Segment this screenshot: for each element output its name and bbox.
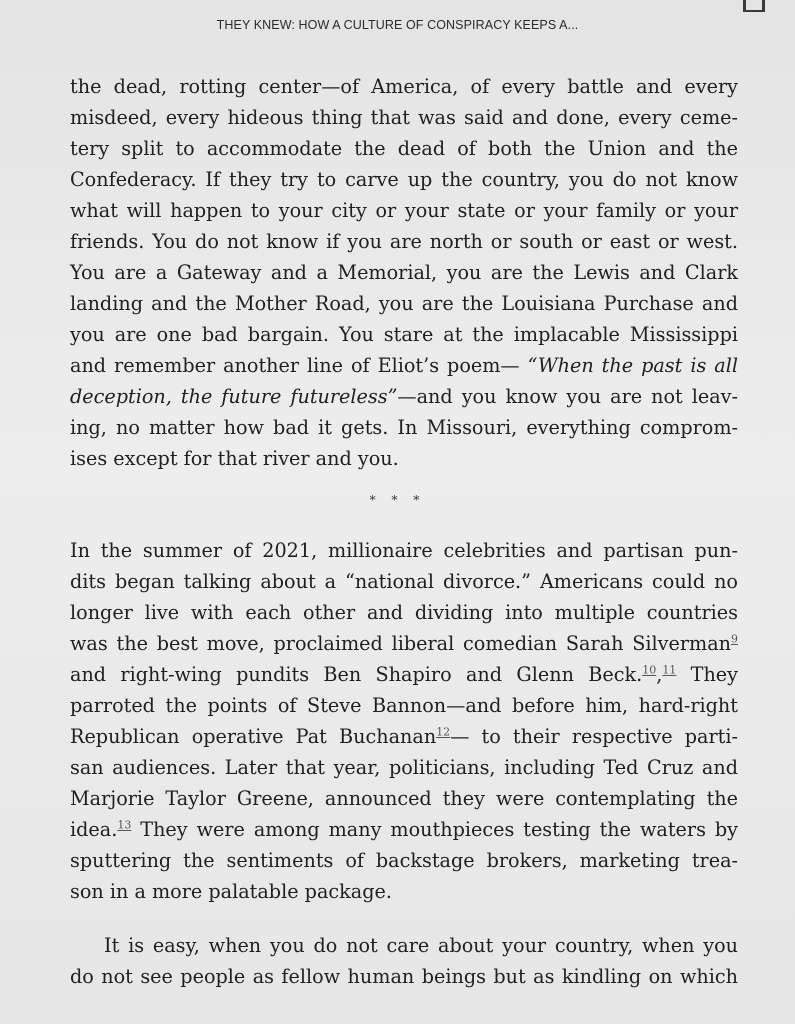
paragraph-2 [70, 535, 738, 907]
text-line: parroted the points of Steve Bannon—and before him, hard-right [70, 694, 738, 717]
text-line: san audiences. Later that year, politicians, including Ted Cruz and [70, 756, 738, 779]
footnote-link-9[interactable]: 9 [731, 632, 738, 646]
text-line: longer live with each other and dividing into multiple countries [70, 601, 738, 624]
text-run: idea. [70, 818, 118, 841]
text-run: was the best move, proclaimed liberal comedian Sarah Silverman [70, 632, 731, 655]
text-line: landing and the Mother Road, you are the Louisiana Purchase and [70, 292, 738, 315]
text-line: It is easy, when you do not care about your country, when you [104, 934, 738, 957]
text-line: you are one bad bargain. You stare at the implacable Mississippi [70, 323, 738, 346]
text-line: misdeed, every hideous thing that was said and done, every ceme- [70, 106, 738, 129]
footnote-link-11[interactable]: 11 [662, 663, 677, 677]
text-line: sputtering the sentiments of backstage brokers, marketing trea- [70, 849, 738, 872]
footnote-link-10[interactable]: 10 [642, 663, 657, 677]
paragraph-3 [70, 930, 738, 992]
text-line: In the summer of 2021, millionaire celebrities and partisan pun- [70, 539, 738, 562]
text-line: the dead, rotting center—of America, of every battle and every [70, 75, 738, 98]
footnote-link-13[interactable]: 13 [117, 818, 132, 832]
text-run: — to their respective parti- [450, 725, 738, 748]
comma: , [656, 663, 663, 686]
text-line: dits began talking about a “national divorce.” Americans could no [70, 570, 738, 593]
text-run: —and you know you are not leav- [397, 385, 738, 408]
running-header: THEY KNEW: HOW A CULTURE OF CONSPIRACY KEEPS A... [216, 18, 579, 32]
bookmark-icon[interactable] [743, 0, 765, 12]
text-run: They were among many mouthpieces testing the waters by [131, 818, 738, 841]
text-line [70, 381, 738, 412]
text-run: They [676, 663, 739, 686]
text-run: and right-wing pundits Ben Shapiro and Glenn Beck. [70, 663, 643, 686]
text-run: and remember another line of Eliot’s poem— [70, 354, 520, 377]
text-line: Marjorie Taylor Greene, announced they were contemplating the [70, 787, 738, 810]
text-line [70, 350, 738, 381]
text-line: Confederacy. If they try to carve up the country, you do not know [70, 168, 738, 191]
text-line [70, 659, 738, 690]
quote-italic: deception, the future futureless” [70, 385, 398, 408]
quote-italic: “When the past is all [527, 354, 738, 377]
text-line [70, 721, 738, 752]
text-line: ing, no matter how bad it gets. In Missouri, everything comprom- [70, 416, 738, 439]
text-line [70, 814, 738, 845]
text-line: ises except for that river and you. [70, 447, 399, 470]
text-line: do not see people as fellow human beings but as kindling on which [70, 965, 738, 988]
footnote-link-12[interactable]: 12 [436, 725, 451, 739]
text-line [70, 628, 738, 659]
text-line: what will happen to your city or your state or your family or your [70, 199, 738, 222]
text-line: son in a more palatable package. [70, 880, 392, 903]
text-line: tery split to accommodate the dead of both the Union and the [70, 137, 738, 160]
text-run: Republican operative Pat Buchanan [70, 725, 437, 748]
text-line: friends. You do not know if you are north or south or east or west. [70, 230, 738, 253]
text-line: You are a Gateway and a Memorial, you are the Lewis and Clark [70, 261, 738, 284]
paragraph-1 [70, 71, 738, 474]
section-separator: * * * [369, 493, 426, 507]
